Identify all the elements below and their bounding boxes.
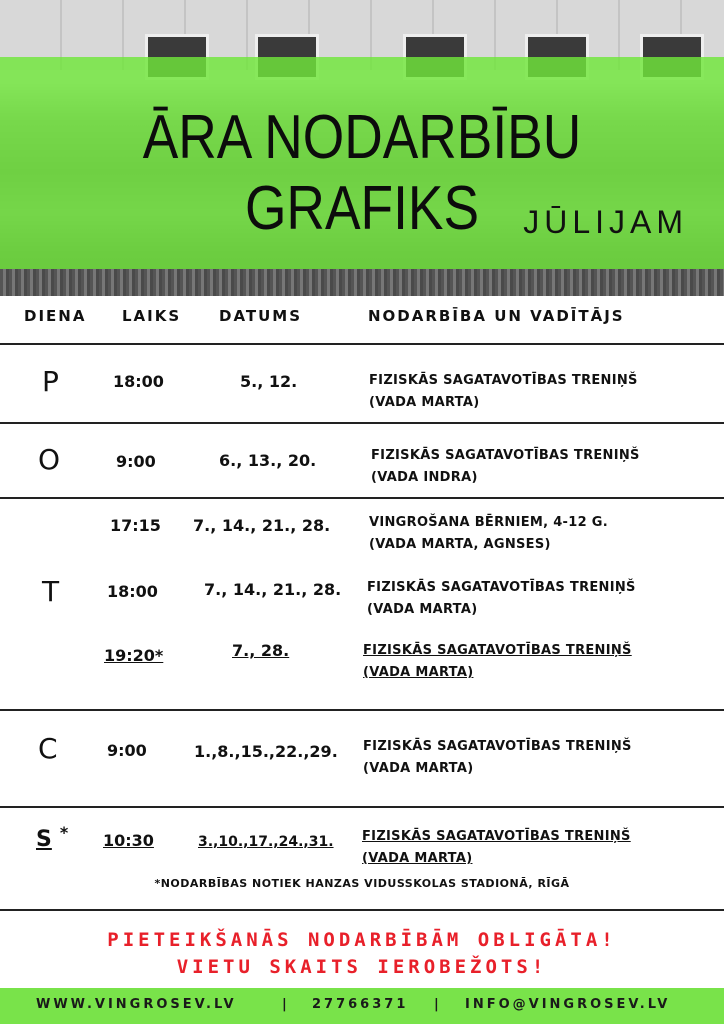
- day-letter: O: [38, 443, 61, 476]
- email-link[interactable]: INFO@VINGROSEV.LV: [465, 997, 671, 1012]
- footer-separator: |: [282, 997, 290, 1012]
- footer-bar: [0, 988, 724, 1024]
- time-cell: 18:00: [113, 372, 164, 391]
- time-cell: 18:00: [107, 582, 158, 601]
- activity-leader: (VADA MARTA): [363, 761, 474, 776]
- activity-cell: [367, 577, 636, 621]
- date-cell: 7., 28.: [232, 641, 290, 660]
- divider: [0, 909, 724, 911]
- page-title: ĀRA NODARBĪBU GRAFIKS: [142, 103, 582, 243]
- grass-strip: [0, 269, 724, 296]
- date-cell: 3.,10.,17.,24.,31.: [198, 834, 334, 850]
- date-cell: 7., 14., 21., 28.: [204, 580, 342, 599]
- activity-cell: [369, 370, 638, 414]
- website-link[interactable]: WWW.VINGROSEV.LV: [36, 997, 237, 1012]
- time-cell: 9:00: [107, 741, 147, 760]
- activity-cell: [371, 445, 640, 489]
- activity-leader: (VADA MARTA): [363, 665, 474, 680]
- activity-name: FIZISKĀS SAGATAVOTĪBAS TRENIŅŠ: [362, 829, 631, 844]
- time-cell: 9:00: [116, 452, 156, 471]
- date-cell: 7., 14., 21., 28.: [193, 516, 331, 535]
- activity-name: FIZISKĀS SAGATAVOTĪBAS TRENIŅŠ: [363, 643, 632, 658]
- date-cell: 6., 13., 20.: [219, 451, 317, 470]
- notice-line-1: PIETEIKŠANĀS NODARBĪBĀM OBLIGĀTA!: [107, 929, 617, 951]
- date-cell: 5., 12.: [240, 372, 298, 391]
- date-cell: 1.,8.,15.,22.,29.: [194, 742, 338, 761]
- activity-name: FIZISKĀS SAGATAVOTĪBAS TRENIŅŠ: [369, 373, 638, 388]
- activity-cell: [363, 736, 632, 780]
- page-subtitle: JŪLIJAM: [523, 204, 688, 240]
- day-letter-text: S: [36, 827, 52, 853]
- time-cell: 17:15: [110, 516, 161, 535]
- divider: [0, 422, 724, 424]
- day-letter: C: [38, 732, 58, 765]
- header-time: LAIKS: [122, 307, 182, 325]
- activity-leader: (VADA MARTA): [369, 395, 480, 410]
- header-activity: NODARBĪBA UN VADĪTĀJS: [368, 307, 625, 325]
- notice-line-2: VIETU SKAITS IEROBEŽOTS!: [176, 956, 548, 978]
- activity-leader: (VADA MARTA): [367, 602, 478, 617]
- phone-number[interactable]: 27766371: [312, 997, 409, 1012]
- day-letter: T: [42, 575, 60, 608]
- divider: [0, 343, 724, 345]
- header-date: DATUMS: [219, 307, 303, 325]
- activity-cell: [369, 512, 608, 556]
- divider: [0, 806, 724, 808]
- day-letter: P: [42, 365, 59, 398]
- header-day: DIENA: [24, 307, 87, 325]
- footer-separator: |: [434, 997, 442, 1012]
- day-footnote-mark: *: [59, 823, 69, 842]
- activity-name: FIZISKĀS SAGATAVOTĪBAS TRENIŅŠ: [371, 448, 640, 463]
- activity-leader: (VADA MARTA, AGNSES): [369, 537, 551, 552]
- footnote: *NODARBĪBAS NOTIEK HANZAS VIDUSSKOLAS STADIONĀ, RĪGĀ: [154, 877, 570, 890]
- divider: [0, 709, 724, 711]
- activity-name: VINGROŠANA BĒRNIEM, 4-12 G.: [369, 515, 608, 530]
- time-cell: 19:20*: [104, 646, 164, 665]
- activity-leader: (VADA MARTA): [362, 851, 473, 866]
- time-cell: 10:30: [103, 831, 154, 850]
- activity-name: FIZISKĀS SAGATAVOTĪBAS TRENIŅŠ: [363, 739, 632, 754]
- divider: [0, 497, 724, 499]
- day-letter: [28, 823, 68, 852]
- activity-name: FIZISKĀS SAGATAVOTĪBAS TRENIŅŠ: [367, 580, 636, 595]
- activity-cell: [363, 640, 632, 684]
- activity-leader: (VADA INDRA): [371, 470, 478, 485]
- activity-cell: [362, 826, 631, 870]
